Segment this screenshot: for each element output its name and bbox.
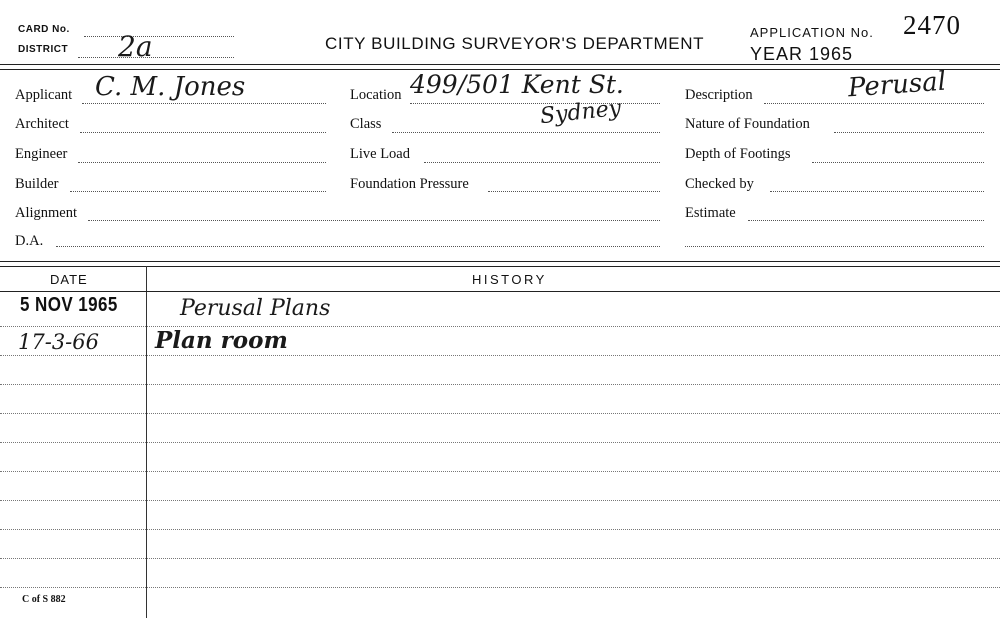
history-row-line: [0, 355, 1000, 356]
live-load-line: [424, 162, 660, 163]
district-label: DISTRICT: [18, 44, 69, 55]
applicant-line: [82, 103, 326, 104]
location-label: Location: [350, 87, 402, 103]
depth-of-footings-label: Depth of Footings: [685, 146, 791, 162]
checked-by-label: Checked by: [685, 176, 754, 192]
foundation-pressure-label: Foundation Pressure: [350, 176, 469, 192]
history-row-line: [0, 500, 1000, 501]
history-entry-text: Perusal Plans: [180, 296, 331, 321]
history-row-line: [0, 471, 1000, 472]
estimate-line-2: [685, 246, 984, 247]
applicant-value: C. M. Jones: [95, 72, 246, 102]
da-label: D.A.: [15, 233, 44, 249]
da-line: [56, 246, 660, 247]
builder-line: [70, 191, 326, 192]
history-row-line: [0, 326, 1000, 327]
alignment-label: Alignment: [15, 205, 78, 221]
checked-by-line: [770, 191, 984, 192]
live-load-label: Live Load: [350, 146, 410, 162]
history-row-line: [0, 384, 1000, 385]
history-entry-date: 17-3-66: [18, 330, 99, 354]
card-no-line: [84, 36, 234, 37]
history-row-line: [0, 442, 1000, 443]
location-line: [410, 103, 660, 104]
depth-of-footings-line: [812, 162, 984, 163]
nature-of-foundation-line: [834, 132, 984, 133]
location-value-line2: Sydney: [538, 95, 623, 130]
estimate-line: [748, 220, 984, 221]
alignment-line: [88, 220, 660, 221]
location-value: 499/501 Kent St.: [410, 70, 624, 99]
description-value: Perusal: [847, 66, 947, 104]
application-no-label: APPLICATION No.: [750, 25, 874, 40]
architect-line: [80, 132, 326, 133]
history-row-line: [0, 529, 1000, 530]
history-row-line: [0, 558, 1000, 559]
application-no-value: 2470: [903, 10, 961, 40]
foundation-pressure-line: [488, 191, 660, 192]
architect-label: Architect: [15, 116, 69, 132]
history-entry-text: Plan room: [155, 327, 288, 354]
header-rule-1: [0, 64, 1000, 65]
card-no-label: CARD No.: [18, 24, 70, 35]
history-row-line: [0, 587, 1000, 588]
description-line: [764, 103, 984, 104]
department-title: CITY BUILDING SURVEYOR'S DEPARTMENT: [325, 34, 705, 53]
class-line: [392, 132, 660, 133]
district-value: 2a: [118, 30, 153, 63]
history-rule-1: [0, 261, 1000, 262]
history-row-line: [0, 413, 1000, 414]
district-line: [78, 57, 234, 58]
history-entry-date: 5 NOV 1965: [20, 294, 118, 316]
nature-of-foundation-label: Nature of Foundation: [685, 116, 810, 132]
estimate-label: Estimate: [685, 205, 736, 221]
history-rule-2: [0, 266, 1000, 267]
description-label: Description: [685, 87, 753, 103]
applicant-label: Applicant: [15, 87, 73, 103]
history-header: HISTORY: [472, 272, 547, 287]
engineer-label: Engineer: [15, 146, 68, 162]
engineer-line: [78, 162, 326, 163]
date-header: DATE: [50, 272, 88, 287]
class-label: Class: [350, 116, 382, 132]
form-code: C of S 882: [22, 594, 66, 605]
history-header-rule: [0, 291, 1000, 292]
builder-label: Builder: [15, 176, 59, 192]
year-label: YEAR 1965: [750, 44, 854, 64]
